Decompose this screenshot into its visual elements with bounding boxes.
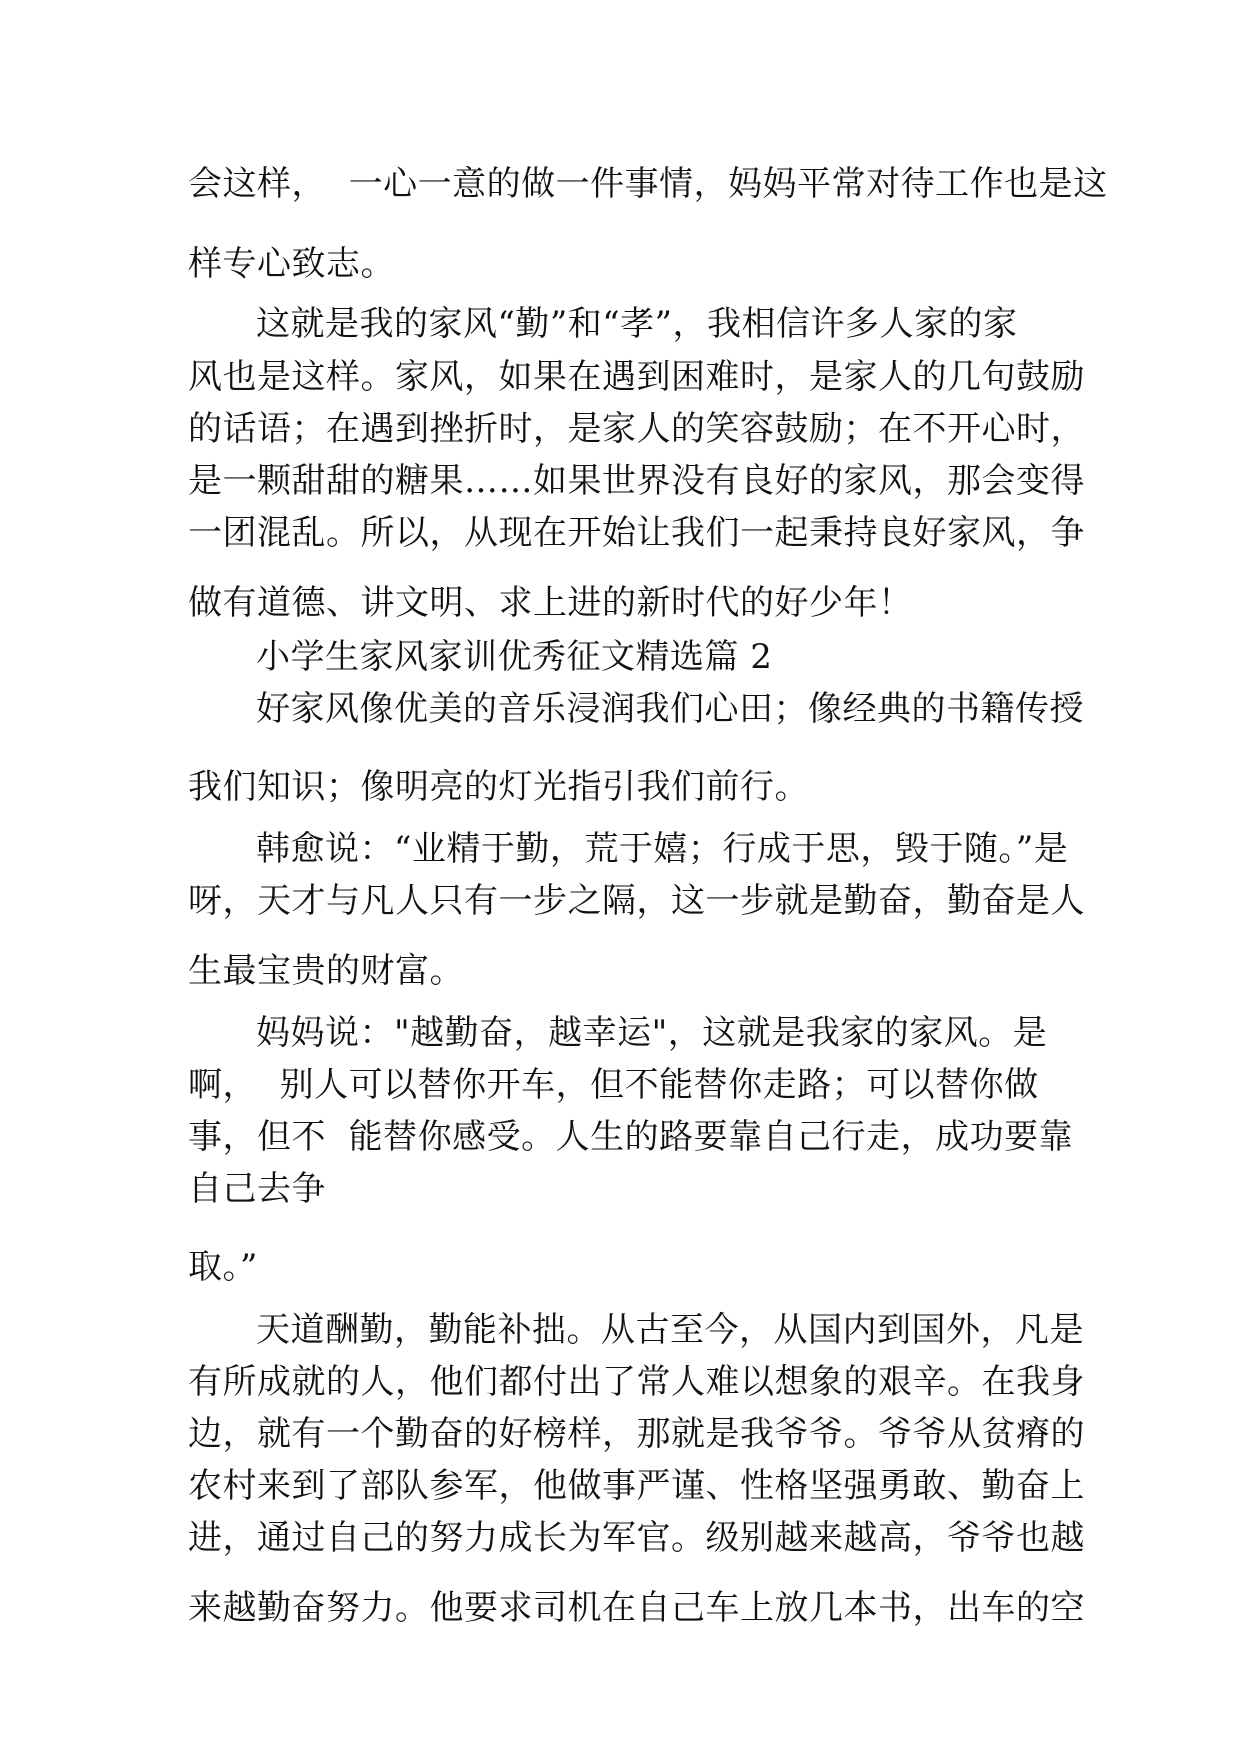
text-line: 样专心致志。 (188, 244, 395, 284)
text-line: 进，通过自己的努力成长为军官。级别越来越高，爷爷也越 (188, 1518, 1085, 1558)
text-line: 天道酬勤，勤能补拙。从古至今，从国内到国外，凡是 (256, 1310, 1084, 1350)
text-line: 好家风像优美的音乐浸润我们心田；像经典的书籍传授 (256, 689, 1084, 729)
text-line: 一团混乱。所以，从现在开始让我们一起秉持良好家风，争 (188, 513, 1085, 553)
text-line: 农村来到了部队参军，他做事严谨、性格坚强勇敢、勤奋上 (188, 1466, 1085, 1506)
text-line: 我们知识；像明亮的灯光指引我们前行。 (188, 767, 809, 807)
text-line: 做有道德、讲文明、求上进的新时代的好少年！ (188, 583, 913, 623)
text-line: 会这样， 一心一意的做一件事情，妈妈平常对待工作也是这 (188, 164, 1108, 204)
text-line: 韩愈说：“业精于勤，荒于嬉；行成于思，毁于随。”是 (256, 829, 1069, 869)
text-line: 风也是这样。家风，如果在遇到困难时，是家人的几句鼓励 (188, 357, 1085, 397)
text-line: 这就是我的家风“勤”和“孝”，我相信许多人家的家 (256, 304, 1018, 344)
text-line: 生最宝贵的财富。 (188, 951, 464, 991)
text-line: 来越勤奋努力。他要求司机在自己车上放几本书，出车的空 (188, 1588, 1085, 1628)
text-line: 呀，天才与凡人只有一步之隔，这一步就是勤奋，勤奋是人 (188, 881, 1085, 921)
section-heading: 小学生家风家训优秀征文精选篇 2 (256, 637, 773, 677)
text-line: 自己去争 (188, 1169, 326, 1209)
text-line: 边，就有一个勤奋的好榜样，那就是我爷爷。爷爷从贫瘠的 (188, 1414, 1085, 1454)
text-line: 是一颗甜甜的糖果……如果世界没有良好的家风，那会变得 (188, 461, 1085, 501)
text-line: 啊， 别人可以替你开车，但不能替你走路；可以替你做 (188, 1065, 1039, 1105)
text-line: 取。” (188, 1247, 258, 1287)
text-line: 事，但不 能替你感受。人生的路要靠自己行走，成功要靠 (188, 1117, 1074, 1157)
text-line: 的话语；在遇到挫折时，是家人的笑容鼓励；在不开心时， (188, 409, 1085, 449)
text-line: 有所成就的人，他们都付出了常人难以想象的艰辛。在我身 (188, 1362, 1085, 1402)
text-line: 妈妈说："越勤奋，越幸运"，这就是我家的家风。是 (256, 1013, 1048, 1053)
